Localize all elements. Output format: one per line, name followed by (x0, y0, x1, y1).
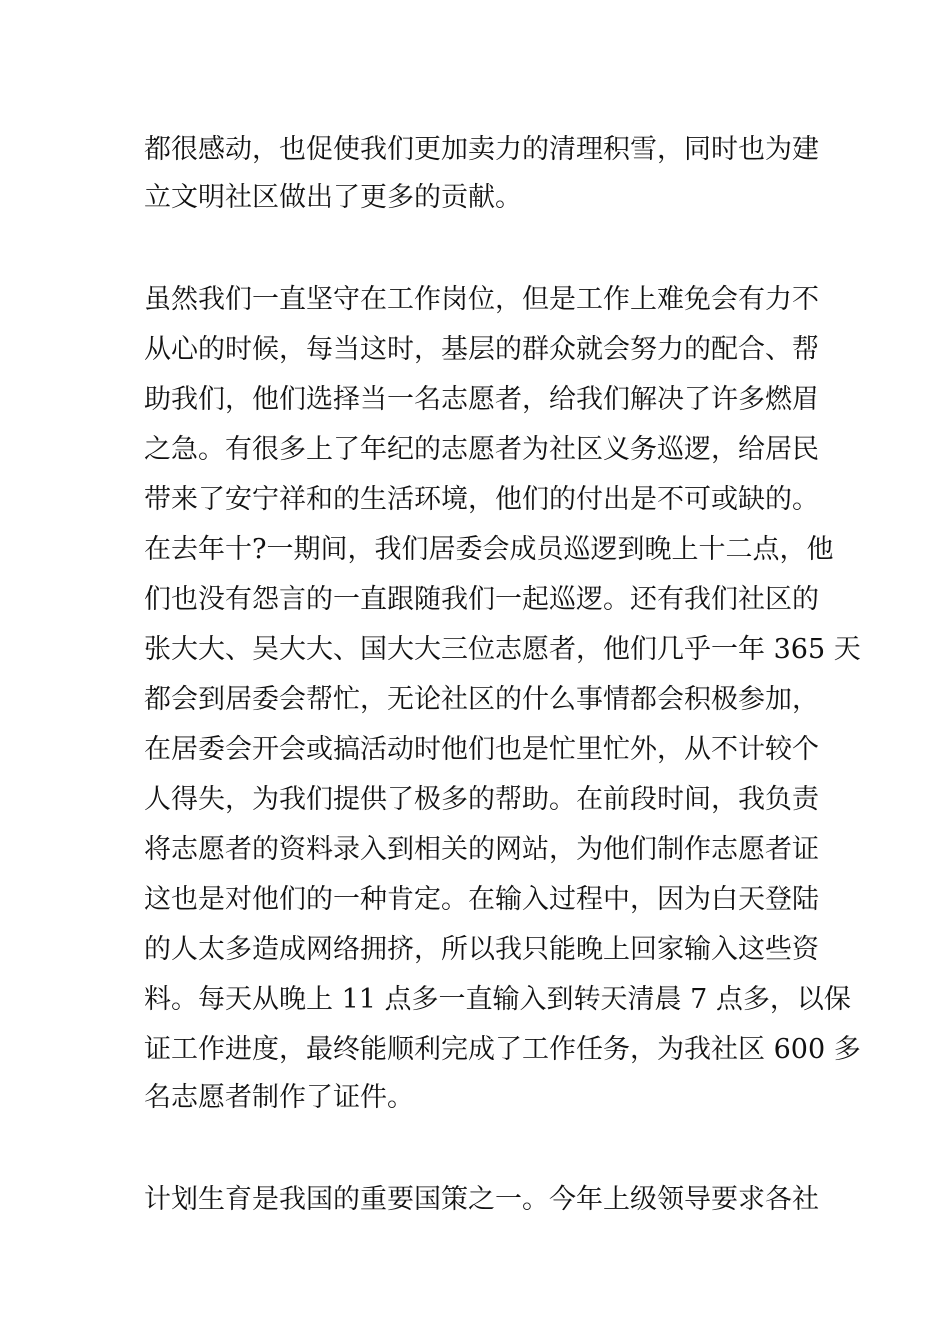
text-line: 都很感动，也促使我们更加卖力的清理积雪，同时也为建 (144, 134, 819, 165)
text-line: 的人太多造成网络拥挤，所以我只能晚上回家输入这些资 (144, 934, 819, 965)
text-line: 从心的时候，每当这时，基层的群众就会努力的配合、帮 (144, 334, 819, 365)
text-line: 虽然我们一直坚守在工作岗位，但是工作上难免会有力不 (144, 284, 819, 315)
text-line: 们也没有怨言的一直跟随我们一起巡逻。还有我们社区的 (144, 584, 819, 615)
text-line: 料。每天从晚上 11 点多一直输入到转天清晨 7 点多，以保 (144, 984, 851, 1015)
text-line: 计划生育是我国的重要国策之一。今年上级领导要求各社 (144, 1184, 819, 1215)
text-line: 带来了安宁祥和的生活环境，他们的付出是不可或缺的。 (144, 484, 819, 515)
text-line: 这也是对他们的一种肯定。在输入过程中，因为白天登陆 (144, 884, 819, 915)
text-line: 助我们，他们选择当一名志愿者，给我们解决了许多燃眉 (144, 384, 819, 415)
text-line: 都会到居委会帮忙，无论社区的什么事情都会积极参加， (144, 684, 819, 715)
text-line: 证工作进度，最终能顺利完成了工作任务，为我社区 600 多 (144, 1034, 861, 1065)
text-line: 立文明社区做出了更多的贡献。 (144, 182, 522, 213)
text-line: 在居委会开会或搞活动时他们也是忙里忙外，从不计较个 (144, 734, 819, 765)
text-line: 张大大、吴大大、国大大三位志愿者，他们几乎一年 365 天 (144, 634, 861, 665)
text-line: 人得失，为我们提供了极多的帮助。在前段时间，我负责 (144, 784, 819, 815)
text-line: 之急。有很多上了年纪的志愿者为社区义务巡逻，给居民 (144, 434, 819, 465)
text-line: 在去年十?一期间，我们居委会成员巡逻到晚上十二点，他 (144, 534, 834, 565)
text-line: 名志愿者制作了证件。 (144, 1082, 414, 1113)
text-line: 将志愿者的资料录入到相关的网站，为他们制作志愿者证 (144, 834, 819, 865)
